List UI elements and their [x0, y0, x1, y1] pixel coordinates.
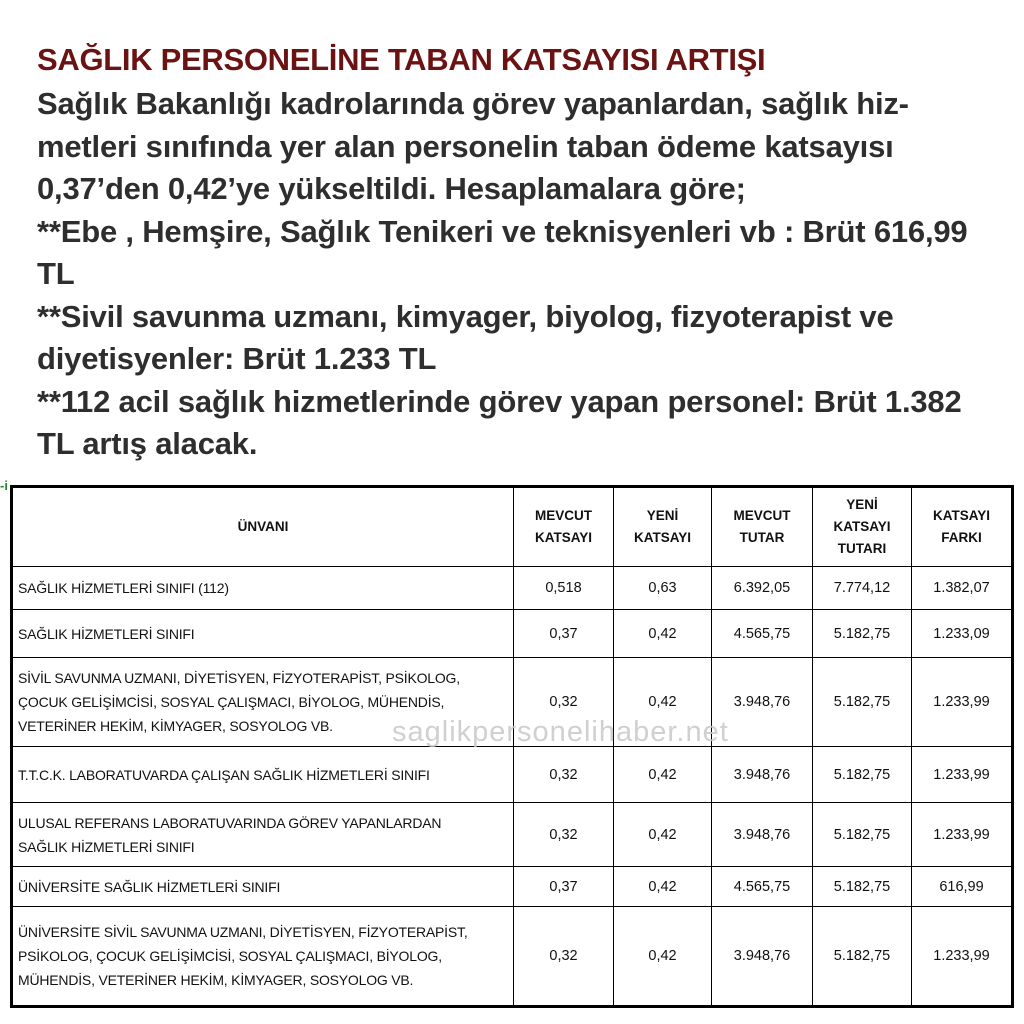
header-line: YENİ [846, 497, 878, 512]
row-unvan [12, 658, 514, 747]
table-row [12, 907, 1013, 1007]
coefficient-table-container [10, 485, 1011, 1008]
row-unvan [12, 803, 514, 867]
cell-mevcut-tutar: 3.948,76 [712, 747, 813, 803]
bullet-sivil-savunma: **Sivil savunma uzmanı, kimyager, biyolog, fizyoterapist ve diyetisyenler: Brüt 1.233 TL [37, 298, 894, 376]
bullet-ebe-hemsire: **Ebe , Hemşire, Sağlık Tenikeri ve teknisyenleri vb : Brüt 616,99 TL [37, 213, 968, 291]
row-unvan-line: ÇOCUK GELİŞİMCİSİ, SOSYAL ÇALIŞMACI, BİYOLOG, MÜHENDİS, [18, 694, 445, 710]
cell-yeni-katsayi: 0,42 [614, 907, 712, 1007]
row-unvan [12, 567, 514, 610]
intro-paragraph: Sağlık Bakanlığı kadrolarında görev yapanlardan, sağlık hizmetleri sınıfında yer alan personelin taban ödeme katsayısı 0,37’den 0,42’ye yükseltildi. Hesaplamalara göre; [37, 86, 909, 206]
row-unvan-line: ÜNİVERSİTE SİVİL SAVUNMA UZMANI, DİYETİSYEN, FİZYOTERAPİST, [18, 924, 468, 940]
cell-mevcut-katsayi: 0,32 [514, 907, 614, 1007]
row-unvan-line: SAĞLIK HİZMETLERİ SINIFI [18, 625, 195, 642]
row-unvan [12, 867, 514, 907]
row-unvan [12, 610, 514, 658]
site-watermark: saglikpersonelihaber.net [392, 716, 729, 748]
cell-yeni-tutar: 5.182,75 [813, 658, 912, 747]
row-unvan-line: SAĞLIK HİZMETLERİ SINIFI [18, 838, 195, 855]
row-unvan-line: SİVİL SAVUNMA UZMANI, DİYETİSYEN, FİZYOTERAPİST, PSİKOLOG, [18, 670, 460, 686]
header-line: MEVCUT [535, 508, 592, 523]
cell-katsayi-farki: 1.233,09 [912, 610, 1013, 658]
cell-yeni-tutar: 5.182,75 [813, 803, 912, 867]
header-mevcut-katsayi [514, 487, 614, 567]
header-mevcut-tutar [712, 487, 813, 567]
article-body [37, 83, 992, 466]
header-line: MEVCUT [733, 508, 791, 523]
row-unvan-line: T.T.C.K. LABORATUVARDA ÇALIŞAN SAĞLIK HİZMETLERİ SINIFI [18, 766, 430, 783]
cell-katsayi-farki: 1.382,07 [912, 567, 1013, 610]
table-row [12, 867, 1013, 907]
cell-mevcut-tutar: 3.948,76 [712, 907, 813, 1007]
header-unvan [12, 487, 514, 567]
cell-katsayi-farki: 1.233,99 [912, 658, 1013, 747]
table-row [12, 803, 1013, 867]
row-unvan-line: ULUSAL REFERANS LABORATUVARINDA GÖREV YAPANLARDAN [18, 814, 442, 831]
cell-mevcut-tutar: 3.948,76 [712, 658, 813, 747]
cell-yeni-tutar: 5.182,75 [813, 907, 912, 1007]
cell-mevcut-katsayi: 0,37 [514, 610, 614, 658]
cell-yeni-tutar: 5.182,75 [813, 610, 912, 658]
header-line: KATSAYI [932, 508, 990, 523]
cell-mevcut-katsayi: 0,518 [514, 567, 614, 610]
cell-yeni-katsayi: 0,42 [614, 610, 712, 658]
header-yeni-tutar [813, 487, 912, 567]
cell-yeni-tutar: 5.182,75 [813, 747, 912, 803]
table-row [12, 610, 1013, 658]
header-line: KATSAYI [833, 519, 891, 534]
row-unvan-line: PSİKOLOG, ÇOCUK GELİŞİMCİSİ, SOSYAL ÇALIŞMACI, BİYOLOG, [18, 948, 442, 964]
cell-yeni-tutar: 7.774,12 [813, 567, 912, 610]
cell-yeni-katsayi: 0,42 [614, 867, 712, 907]
cell-katsayi-farki: 1.233,99 [912, 803, 1013, 867]
header-line: TUTAR [739, 530, 785, 545]
header-katsayi-farki [912, 487, 1013, 567]
cell-katsayi-farki: 1.233,99 [912, 747, 1013, 803]
table-row [12, 747, 1013, 803]
cell-mevcut-tutar: 4.565,75 [712, 610, 813, 658]
cell-katsayi-farki: 616,99 [912, 867, 1013, 907]
table-header-row [12, 487, 1013, 567]
cell-mevcut-katsayi: 0,37 [514, 867, 614, 907]
cell-yeni-katsayi: 0,63 [614, 567, 712, 610]
article-title: SAĞLIK PERSONELİNE TABAN KATSAYISI ARTIŞI [37, 42, 766, 77]
cell-mevcut-katsayi: 0,32 [514, 747, 614, 803]
coefficient-table [10, 485, 1014, 1008]
cell-yeni-katsayi: 0,42 [614, 747, 712, 803]
edge-marker: -i [0, 478, 8, 493]
cell-katsayi-farki: 1.233,99 [912, 907, 1013, 1007]
cell-yeni-katsayi: 0,42 [614, 803, 712, 867]
header-yeni-katsayi [614, 487, 712, 567]
row-unvan [12, 907, 514, 1007]
header-line: YENİ [646, 508, 679, 523]
row-unvan-line: VETERİNER HEKİM, KİMYAGER, SOSYOLOG VB. [18, 718, 333, 734]
row-unvan-line: ÜNİVERSİTE SAĞLIK HİZMETLERİ SINIFI [18, 878, 281, 895]
cell-yeni-tutar: 5.182,75 [813, 867, 912, 907]
table-row [12, 567, 1013, 610]
cell-mevcut-tutar: 4.565,75 [712, 867, 813, 907]
row-unvan-line: SAĞLIK HİZMETLERİ SINIFI (112) [18, 580, 229, 596]
header-line: KATSAYI [633, 530, 691, 545]
header-line: KATSAYI [534, 530, 592, 545]
header-unvan-label: ÜNVANI [237, 519, 289, 534]
header-line: FARKI [941, 530, 982, 545]
bullet-112-acil: **112 acil sağlık hizmetlerinde görev yapan personel: Brüt 1.382 TL artış alacak. [37, 383, 962, 461]
table-row [12, 658, 1013, 747]
row-unvan-line: MÜHENDİS, VETERİNER HEKİM, KİMYAGER, SOSYOLOG VB. [18, 972, 414, 988]
cell-mevcut-katsayi: 0,32 [514, 658, 614, 747]
cell-mevcut-tutar: 6.392,05 [712, 567, 813, 610]
cell-mevcut-katsayi: 0,32 [514, 803, 614, 867]
cell-yeni-katsayi: 0,42 [614, 658, 712, 747]
header-line: TUTARI [837, 541, 887, 556]
row-unvan [12, 747, 514, 803]
cell-mevcut-tutar: 3.948,76 [712, 803, 813, 867]
